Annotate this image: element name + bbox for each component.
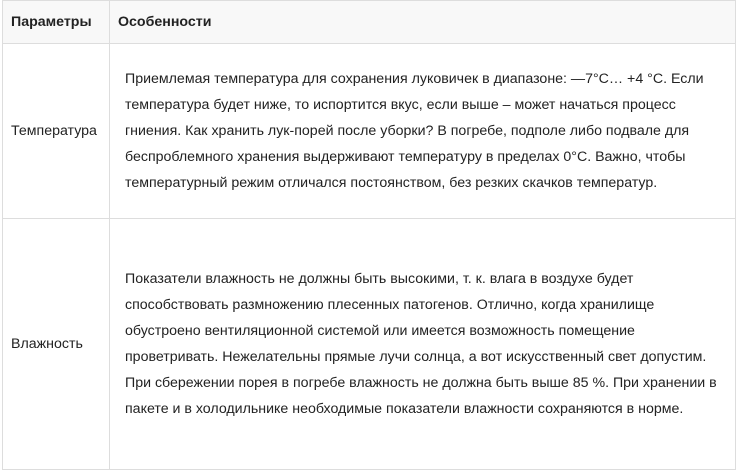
- parameter-name-temperature: Температура: [3, 44, 110, 219]
- temperature-paragraph: Приемлемая температура для сохранения луковичек в диапазоне: —7°C… +4 °C. Если температура будет ниже, то испортится вкус, если выше – может начаться процесс гниения. Как хранить лук-порей после уборки? В погребе, подполе либо подвале для беспроблемного хранения выдерживают температуру в пределах 0°C. Важно, чтобы температурный режим отличался постоянством, без резких скачков температур.: [125, 71, 704, 191]
- column-header-features: Особенности: [110, 1, 736, 44]
- temperature-description: [110, 44, 736, 219]
- parameter-name-humidity: Влажность: [3, 219, 110, 470]
- column-header-parameters: Параметры: [3, 1, 110, 44]
- table-row-humidity: [3, 219, 736, 470]
- parameters-table: [2, 0, 736, 470]
- table-header-row: [3, 1, 736, 44]
- humidity-description: [110, 219, 736, 470]
- humidity-paragraph-1: Показатели влажность не должны быть высокими, т. к. влага в воздухе будет способствовать размножению плесенных патогенов. Отлично, когда хранилище обустроено вентиляционной системой или имеется возможность помещение проветривать. Нежелательны прямые лучи солнца, а вот искусственный свет допустим.: [125, 271, 707, 365]
- humidity-paragraph-2: При сбережении порея в погребе влажность не должна быть выше 85 %. При хранении в пакете и в холодильнике необходимые показатели влажности сохраняются в норме.: [125, 375, 717, 417]
- table-row-temperature: [3, 44, 736, 219]
